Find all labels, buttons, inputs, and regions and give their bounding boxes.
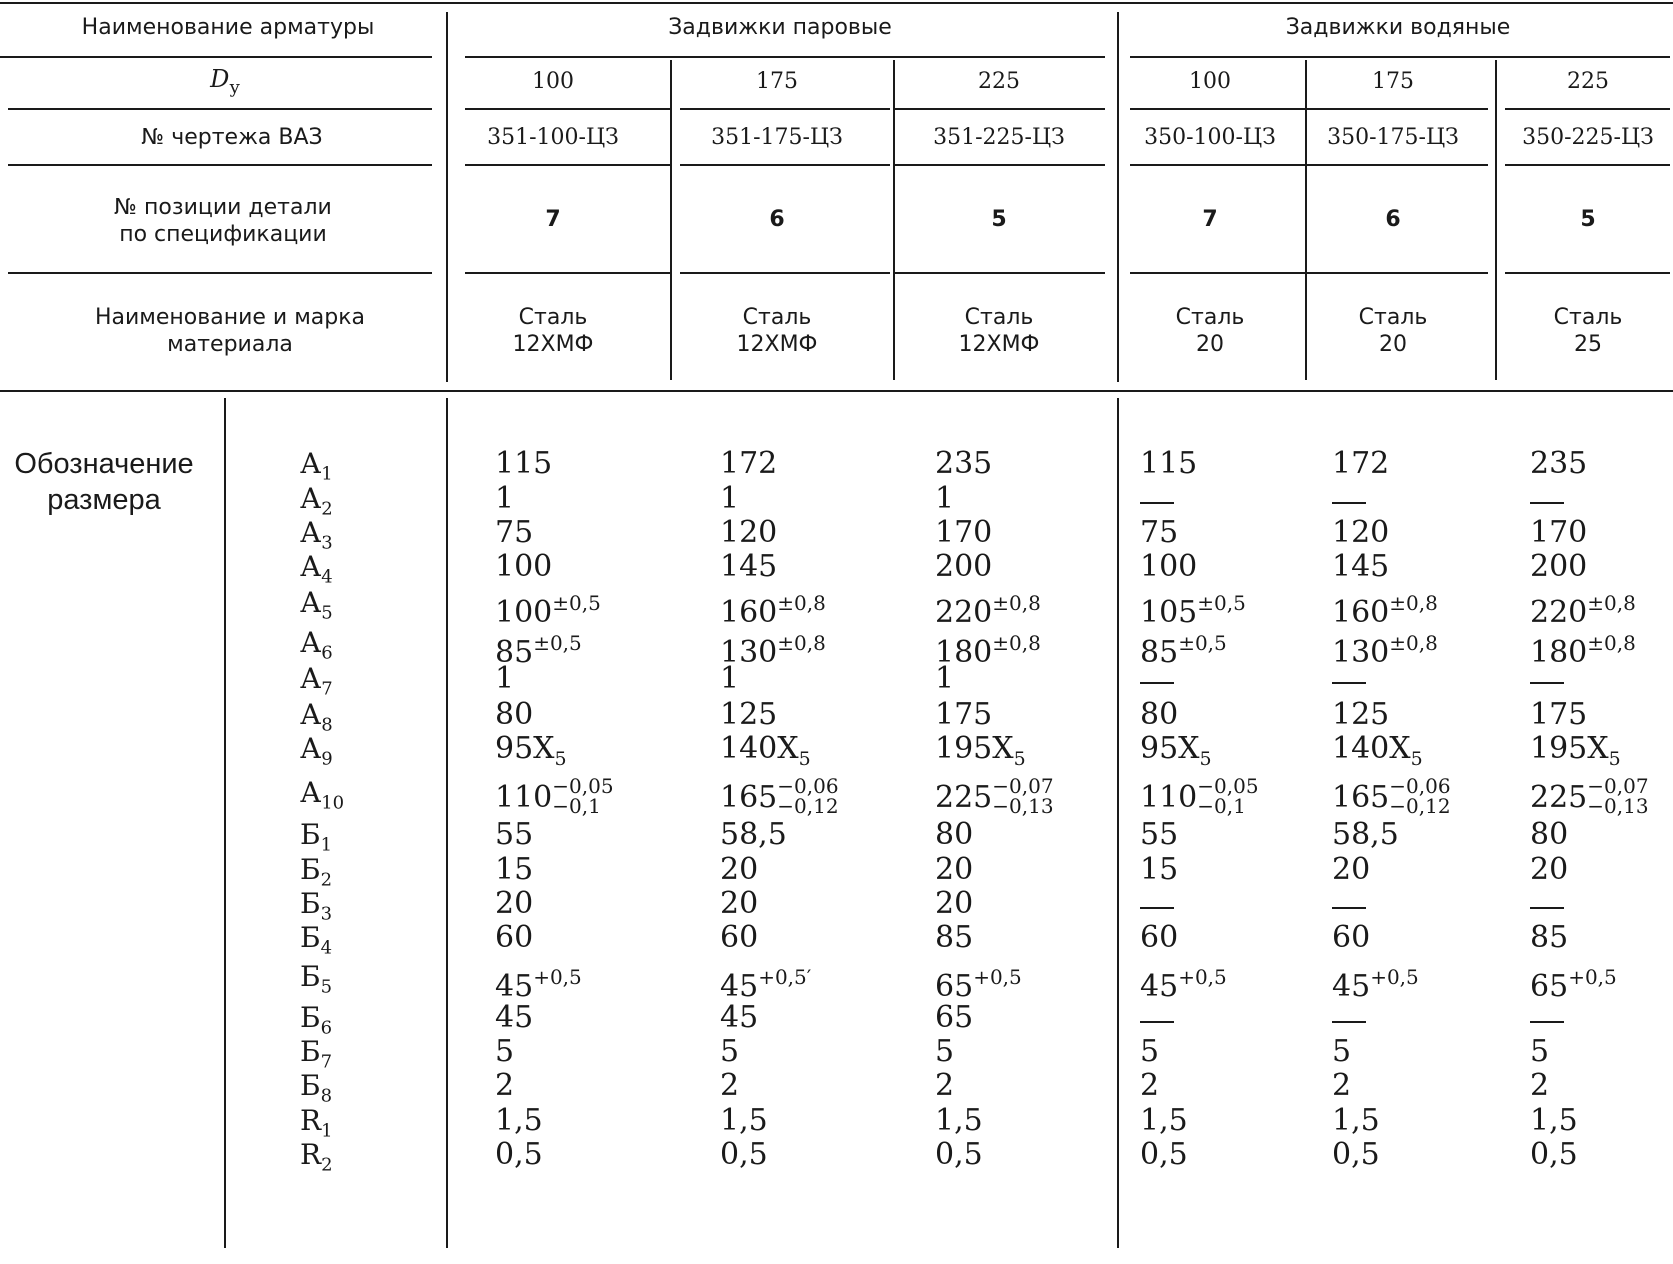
col-material-grade: 20: [1196, 332, 1224, 357]
dimension-value: 60: [720, 920, 759, 955]
dimension-value: 170: [1530, 515, 1588, 550]
dimension-label: $Б_3$: [300, 887, 333, 925]
dimension-value: 20: [1530, 852, 1569, 887]
dimension-value: 20: [1332, 852, 1371, 887]
rule-line: [0, 56, 432, 58]
col-drawing: 351-175-ЦЗ: [711, 125, 843, 150]
dimension-value: $65^{+0,5}$: [935, 965, 1022, 1004]
dimension-value: 65: [935, 1000, 974, 1035]
dimension-value: 125: [1332, 697, 1390, 732]
dimension-value: 110 −0,05 −0,1: [1140, 774, 1259, 818]
dimension-value: 5: [1140, 1034, 1160, 1069]
dimension-value: $195X_5$: [1530, 731, 1621, 770]
dimension-value: 175: [1530, 697, 1588, 732]
dimension-value: 2: [1530, 1068, 1550, 1103]
dimension-value: 100: [495, 549, 553, 584]
rule-line: [1117, 398, 1119, 1248]
dimension-value: 5: [495, 1034, 515, 1069]
col-dy: 225: [978, 69, 1020, 94]
material-label: Наименование и марка материала: [94, 305, 366, 357]
dimension-value: 85: [1530, 920, 1569, 955]
rule-line: [465, 164, 670, 166]
col-position: 5: [1580, 207, 1596, 232]
dimension-value: 55: [1140, 817, 1179, 852]
dimension-value: 2: [720, 1068, 740, 1103]
col-drawing: 350-175-ЦЗ: [1327, 125, 1459, 150]
col-material: Сталь: [1553, 305, 1623, 330]
dimension-value: 200: [1530, 549, 1588, 584]
dimension-label: $Б_7$: [300, 1035, 333, 1073]
dimension-value: 1: [495, 481, 515, 516]
rule-line: [465, 108, 670, 110]
dimension-value: 225 −0,07 −0,13: [935, 774, 1054, 818]
dimension-value: 85: [935, 920, 974, 955]
group-water: Задвижки водяные: [1285, 15, 1511, 40]
dimension-value: [1530, 482, 1564, 516]
dimension-value: 0,5: [935, 1137, 983, 1172]
dimension-label: $А_{10}$: [300, 776, 345, 814]
dimension-value: 1,5: [935, 1103, 983, 1138]
dimension-value: 75: [495, 515, 534, 550]
rule-line: [670, 60, 672, 380]
dimension-value: $130^{\pm 0,8}$: [1332, 631, 1438, 670]
dimension-value: 100: [1140, 549, 1198, 584]
dimension-value: 1: [720, 481, 740, 516]
dimension-label: $А_1$: [300, 447, 333, 485]
dimension-value: 55: [495, 817, 534, 852]
dimension-value: 172: [720, 446, 778, 481]
col-dy: 225: [1567, 69, 1609, 94]
dimension-label: $R_2$: [300, 1138, 333, 1176]
rule-line: [1130, 108, 1330, 110]
dimension-value: 80: [1530, 817, 1569, 852]
col-position: 6: [769, 207, 785, 232]
drawing-label: № чертежа ВАЗ: [141, 125, 323, 150]
dimension-value: 2: [935, 1068, 955, 1103]
dimension-value: 60: [1140, 920, 1179, 955]
rule-line: [446, 12, 448, 382]
dimension-label: $А_5$: [300, 586, 333, 624]
rule-line: [1130, 164, 1330, 166]
dimension-value: 15: [1140, 852, 1179, 887]
col-dy: 175: [1372, 69, 1414, 94]
dimension-label: $Б_4$: [300, 921, 333, 959]
dimension-value: 1: [495, 661, 515, 696]
armature-label: Наименование арматуры: [81, 15, 375, 40]
dimension-value: 58,5: [1332, 817, 1399, 852]
dimension-value: $45^{+0,5}$: [1332, 965, 1419, 1004]
dimension-value: $85^{\pm 0,5}$: [495, 631, 582, 670]
dimension-value: $130^{\pm 0,8}$: [720, 631, 826, 670]
col-material-grade: 25: [1574, 332, 1602, 357]
dimension-value: 120: [1332, 515, 1390, 550]
dimension-label: $Б_8$: [300, 1069, 333, 1107]
dimension-value: 115: [1140, 446, 1198, 481]
dimension-value: 20: [935, 852, 974, 887]
dimension-value: 0,5: [1140, 1137, 1188, 1172]
rule-line: [1305, 60, 1307, 380]
dimension-value: [1140, 1001, 1174, 1035]
dimension-value: $45^{+0,5}$: [1140, 965, 1227, 1004]
dimension-value: 0,5: [495, 1137, 543, 1172]
dimension-value: 5: [1332, 1034, 1352, 1069]
dimension-value: [1140, 887, 1174, 921]
dimension-value: 75: [1140, 515, 1179, 550]
rule-line: [0, 390, 1673, 392]
dimension-value: 235: [935, 446, 993, 481]
col-dy: 100: [532, 69, 574, 94]
col-material-grade: 12ХМФ: [958, 332, 1040, 357]
rule-line: [1505, 272, 1670, 274]
dimension-value: 5: [935, 1034, 955, 1069]
dimension-value: 80: [1140, 697, 1179, 732]
rule-line: [895, 164, 1105, 166]
dimension-value: 45: [720, 1000, 759, 1035]
dimension-value: $140X_5$: [720, 731, 811, 770]
dimension-value: $105^{\pm 0,5}$: [1140, 591, 1246, 630]
dimension-value: 0,5: [1530, 1137, 1578, 1172]
group-steam: Задвижки паровые: [668, 15, 892, 40]
dimension-value: 45: [495, 1000, 534, 1035]
dimension-value: $95X_5$: [1140, 731, 1212, 770]
dimension-value: 1,5: [1530, 1103, 1578, 1138]
col-material-grade: 12ХМФ: [512, 332, 594, 357]
rule-line: [465, 272, 670, 274]
dimension-value: [1140, 482, 1174, 516]
dimension-value: 120: [720, 515, 778, 550]
dimension-value: [1332, 482, 1366, 516]
rule-line: [1130, 56, 1670, 58]
rule-line: [8, 164, 432, 166]
rule-line: [680, 108, 890, 110]
dimension-label: $А_9$: [300, 732, 333, 770]
dimension-value: $160^{\pm 0,8}$: [1332, 591, 1438, 630]
dimension-value: 125: [720, 697, 778, 732]
rule-line: [0, 2, 1673, 4]
dimension-value: 2: [495, 1068, 515, 1103]
rule-line: [895, 108, 1105, 110]
rule-line: [893, 60, 895, 380]
dimension-value: 1: [935, 661, 955, 696]
dimension-value: $220^{\pm 0,8}$: [935, 591, 1041, 630]
dimension-label: $А_6$: [300, 626, 333, 664]
dimension-label: $А_7$: [300, 662, 333, 700]
dimension-value: [1530, 662, 1564, 696]
dimension-value: $100^{\pm 0,5}$: [495, 591, 601, 630]
col-position: 7: [545, 207, 561, 232]
dimension-value: $95X_5$: [495, 731, 567, 770]
dimension-value: 20: [720, 852, 759, 887]
rule-line: [1318, 272, 1488, 274]
rule-line: [1505, 164, 1670, 166]
dimension-value: $195X_5$: [935, 731, 1026, 770]
col-drawing: 351-100-ЦЗ: [487, 125, 619, 150]
dimension-value: [1332, 1001, 1366, 1035]
dimension-value: $45^{+0,5}$: [495, 965, 582, 1004]
rule-line: [1505, 108, 1670, 110]
dimension-value: [1332, 662, 1366, 696]
dimension-value: $160^{\pm 0,8}$: [720, 591, 826, 630]
col-drawing: 350-100-ЦЗ: [1144, 125, 1276, 150]
dimension-label: $Б_5$: [300, 960, 333, 998]
dimension-value: $220^{\pm 0,8}$: [1530, 591, 1636, 630]
dimension-value: 2: [1140, 1068, 1160, 1103]
col-material: Сталь: [1358, 305, 1428, 330]
rule-line: [224, 398, 226, 1248]
dimension-value: 58,5: [720, 817, 787, 852]
rule-line: [1495, 60, 1497, 380]
dimension-value: 145: [720, 549, 778, 584]
dimension-value: $180^{\pm 0,8}$: [1530, 631, 1636, 670]
dimension-label: $Б_1$: [300, 818, 333, 856]
col-dy: 100: [1189, 69, 1231, 94]
dimension-value: 145: [1332, 549, 1390, 584]
dimension-label: $R_1$: [300, 1104, 333, 1142]
dimension-value: 0,5: [720, 1137, 768, 1172]
rule-line: [1318, 108, 1488, 110]
dimension-value: 60: [1332, 920, 1371, 955]
dimension-value: 20: [720, 886, 759, 921]
col-drawing: 351-225-ЦЗ: [933, 125, 1065, 150]
rule-line: [680, 272, 890, 274]
dimension-value: $180^{\pm 0,8}$: [935, 631, 1041, 670]
col-material: Сталь: [1175, 305, 1245, 330]
col-position: 6: [1385, 207, 1401, 232]
dimension-value: 80: [495, 697, 534, 732]
dimension-value: 60: [495, 920, 534, 955]
rule-line: [8, 272, 432, 274]
dimension-value: 170: [935, 515, 993, 550]
col-material: Сталь: [742, 305, 812, 330]
dimension-value: 1,5: [495, 1103, 543, 1138]
dimension-value: 165 −0,06 −0,12: [720, 774, 839, 818]
dimension-value: [1140, 662, 1174, 696]
dimension-value: [1332, 887, 1366, 921]
col-material: Сталь: [964, 305, 1034, 330]
dimension-label: $А_4$: [300, 550, 333, 588]
dimension-value: 225 −0,07 −0,13: [1530, 774, 1649, 818]
dimension-value: 110 −0,05 −0,1: [495, 774, 614, 818]
col-drawing: 350-225-ЦЗ: [1522, 125, 1654, 150]
dimension-value: 0,5: [1332, 1137, 1380, 1172]
dimension-value: 165 −0,06 −0,12: [1332, 774, 1451, 818]
rule-line: [8, 108, 432, 110]
rule-line: [1318, 164, 1488, 166]
rule-line: [446, 398, 448, 1248]
dimension-value: 172: [1332, 446, 1390, 481]
col-material-grade: 12ХМФ: [736, 332, 818, 357]
rule-line: [1130, 272, 1330, 274]
dimension-value: $65^{+0,5}$: [1530, 965, 1617, 1004]
position-label: № позиции детали по спецификации: [114, 195, 332, 247]
dy-label: $D_у$: [210, 65, 240, 98]
dimension-value: $45^{+0,5'}$: [720, 965, 812, 1004]
col-material: Сталь: [518, 305, 588, 330]
dimension-value: 1: [935, 481, 955, 516]
dimension-label: $А_2$: [300, 482, 333, 520]
col-position: 7: [1202, 207, 1218, 232]
dimension-value: 200: [935, 549, 993, 584]
col-dy: 175: [756, 69, 798, 94]
dimension-value: 20: [935, 886, 974, 921]
dimension-label: $Б_2$: [300, 853, 333, 891]
dimension-value: 5: [1530, 1034, 1550, 1069]
dimension-value: 2: [1332, 1068, 1352, 1103]
dimension-value: 80: [935, 817, 974, 852]
dimension-value: 5: [720, 1034, 740, 1069]
dimension-value: $85^{\pm 0,5}$: [1140, 631, 1227, 670]
dimension-value: 235: [1530, 446, 1588, 481]
dimension-value: 1: [720, 661, 740, 696]
dimension-value: 115: [495, 446, 553, 481]
dimension-value: 20: [495, 886, 534, 921]
dimension-label: $А_3$: [300, 516, 333, 554]
col-material-grade: 20: [1379, 332, 1407, 357]
dimension-value: [1530, 1001, 1564, 1035]
dimension-value: 1,5: [1140, 1103, 1188, 1138]
dimension-value: 1,5: [720, 1103, 768, 1138]
dimension-value: 1,5: [1332, 1103, 1380, 1138]
dimension-label: $А_8$: [300, 698, 333, 736]
dimension-label: $Б_6$: [300, 1001, 333, 1039]
dimension-value: 15: [495, 852, 534, 887]
rule-line: [465, 56, 1105, 58]
rule-line: [1117, 12, 1119, 382]
dimension-value: [1530, 887, 1564, 921]
dimension-value: 175: [935, 697, 993, 732]
rule-line: [680, 164, 890, 166]
dimension-value: $140X_5$: [1332, 731, 1423, 770]
side-label: Обозначение размера: [14, 448, 194, 516]
rule-line: [895, 272, 1105, 274]
col-position: 5: [991, 207, 1007, 232]
